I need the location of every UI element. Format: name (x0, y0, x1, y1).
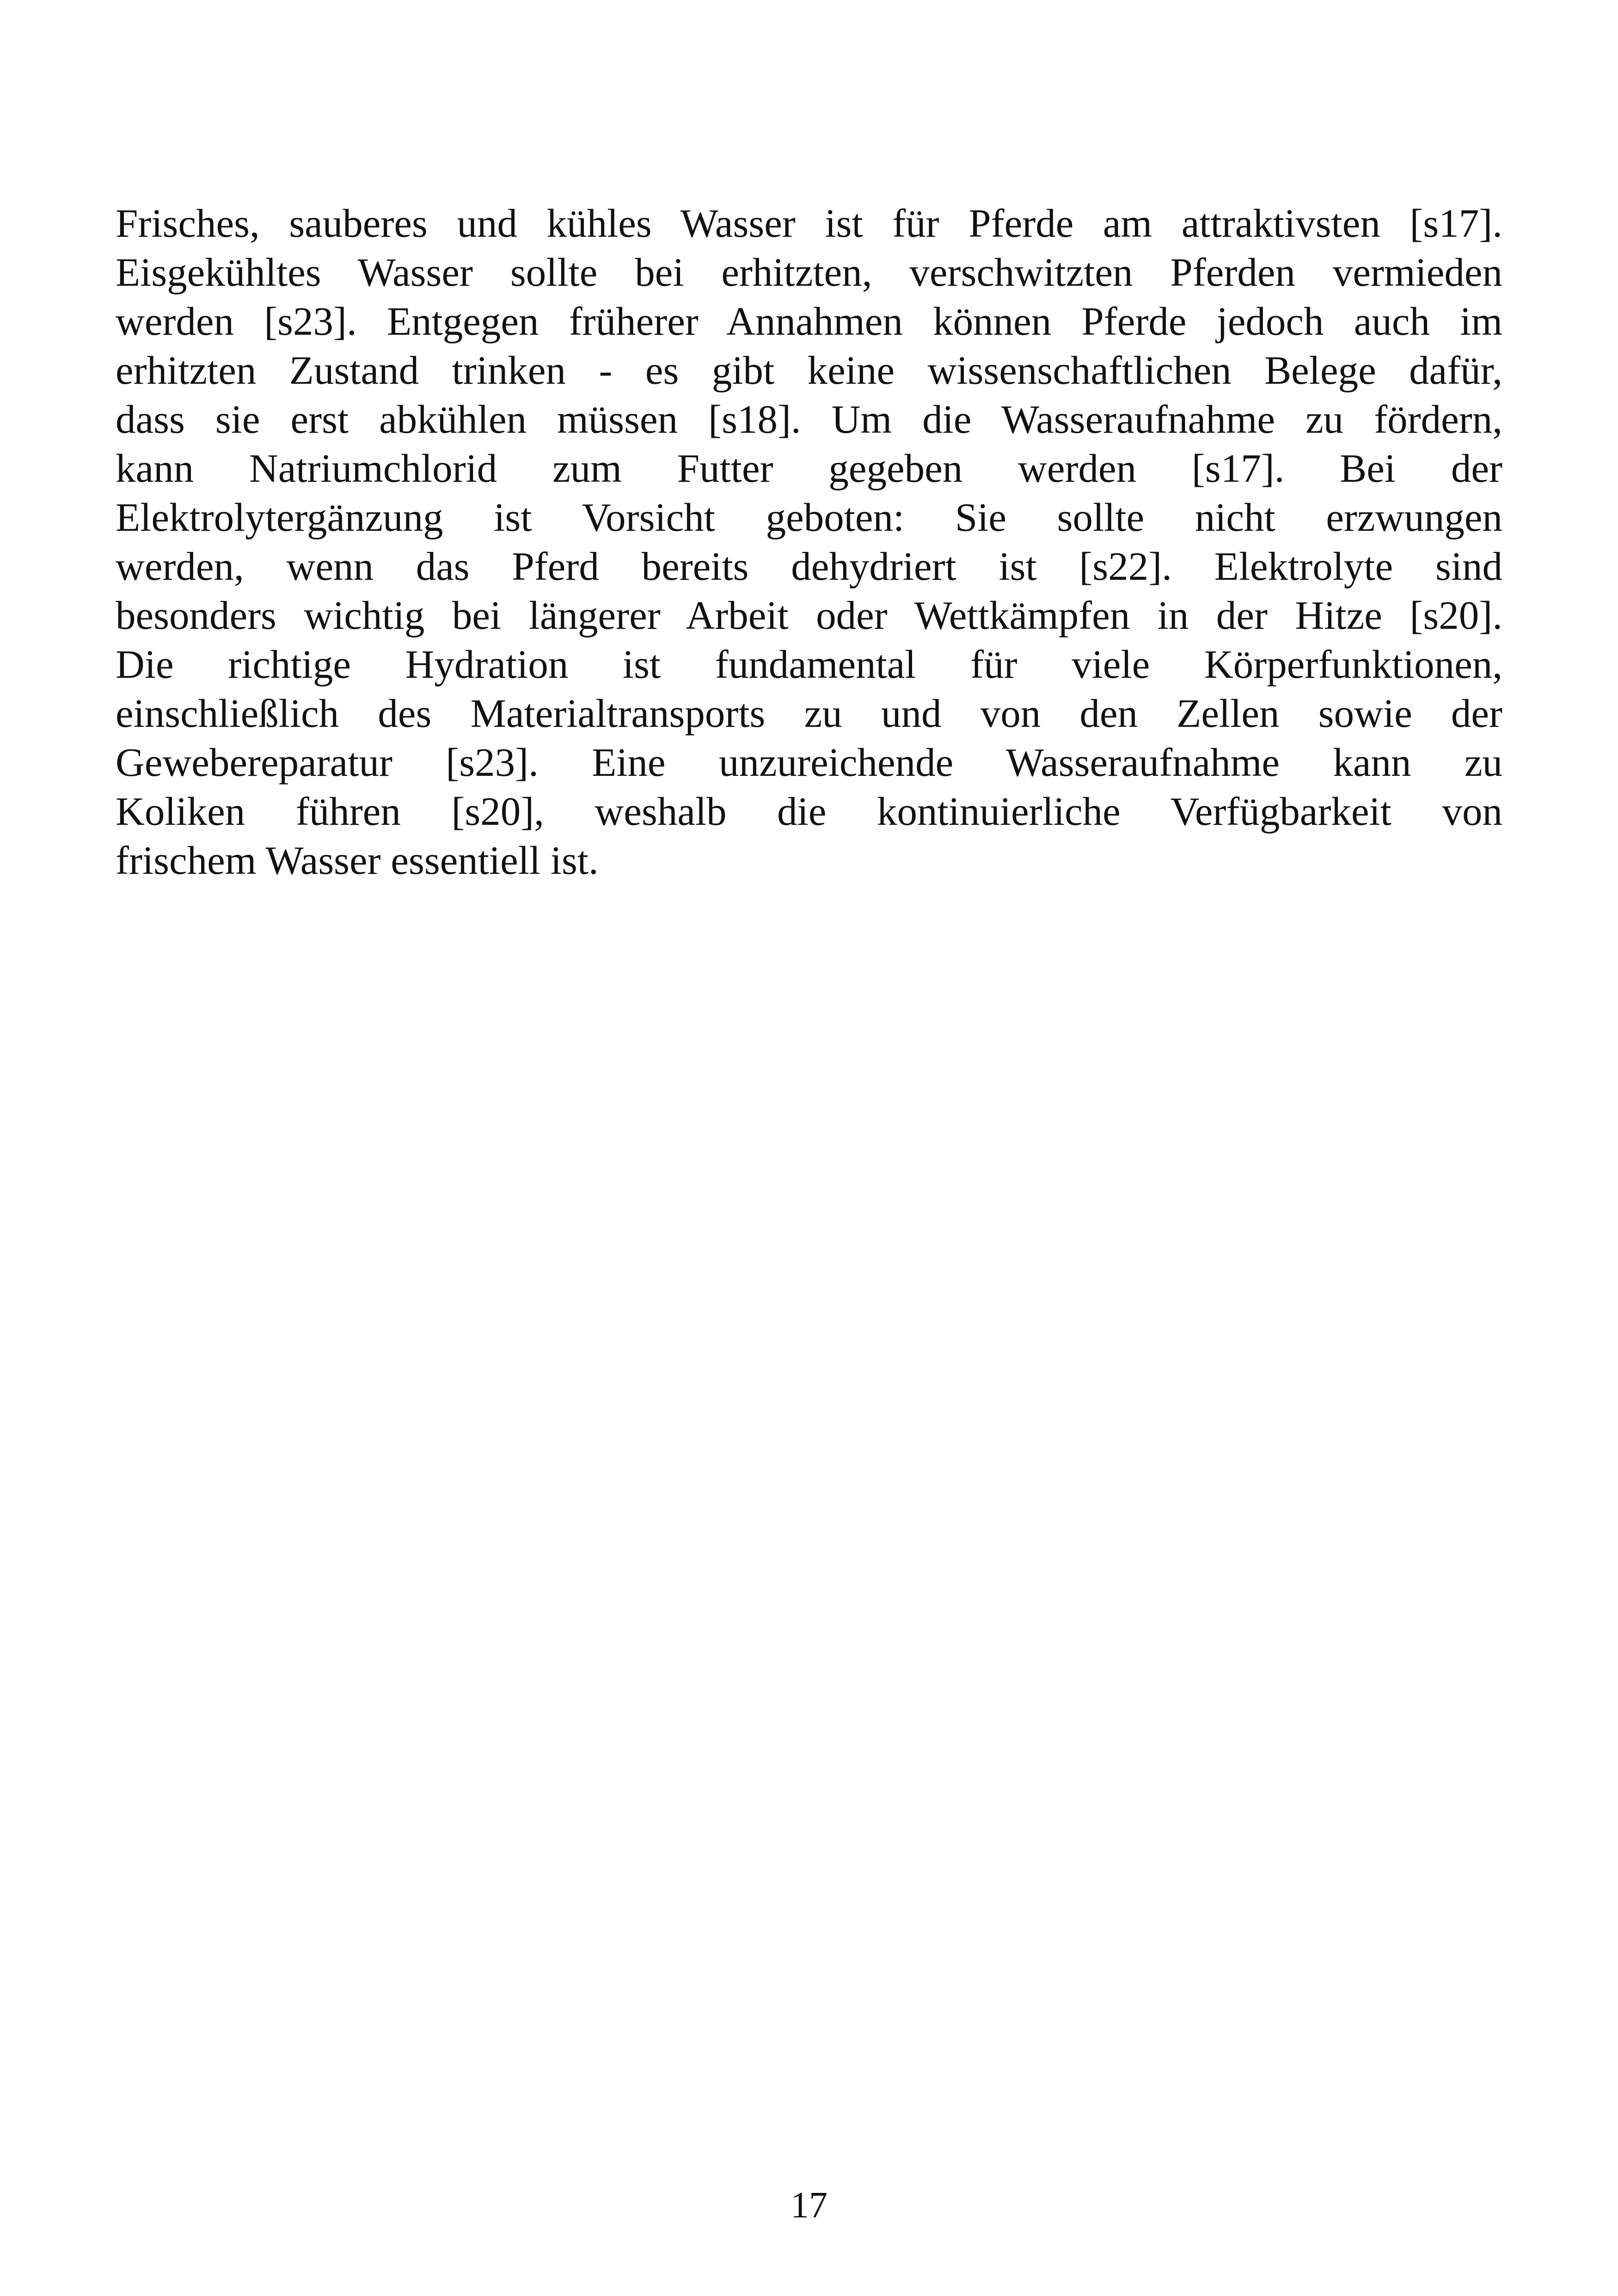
paragraph-line: besonders wichtig bei längerer Arbeit oder Wettkämpfen in der Hitze [s20]. (116, 593, 1502, 638)
paragraph-line: werden [s23]. Entgegen früherer Annahmen können Pferde jedoch auch im (116, 299, 1502, 344)
paragraph-line: Koliken führen [s20], weshalb die kontinuierliche Verfügbarkeit von (116, 789, 1502, 834)
paragraph-line: Eisgekühltes Wasser sollte bei erhitzten, verschwitzten Pferden vermieden (116, 250, 1502, 295)
paragraph-line: kann Natriumchlorid zum Futter gegeben werden [s17]. Bei der (116, 446, 1502, 491)
paragraph-line: Gewebereparatur [s23]. Eine unzureichende Wasseraufnahme kann zu (116, 740, 1502, 785)
paragraph-line: einschließlich des Materialtransports zu und von den Zellen sowie der (116, 691, 1502, 736)
paragraph-line: Elektrolytergänzung ist Vorsicht geboten: Sie sollte nicht erzwungen (116, 495, 1502, 540)
paragraph-line: erhitzten Zustand trinken - es gibt keine wissenschaftlichen Belege dafür, (116, 348, 1502, 393)
paragraph-line: dass sie erst abkühlen müssen [s18]. Um die Wasseraufnahme zu fördern, (116, 397, 1502, 442)
paragraph-line: frischem Wasser essentiell ist. (116, 838, 599, 883)
paragraph-line: werden, wenn das Pferd bereits dehydriert ist [s22]. Elektrolyte sind (116, 544, 1502, 589)
body-paragraph (116, 199, 1502, 885)
paragraph-line: Frisches, sauberes und kühles Wasser ist für Pferde am attraktivsten [s17]. (116, 201, 1502, 246)
page-number: 17 (791, 2185, 827, 2226)
paragraph-line: Die richtige Hydration ist fundamental für viele Körperfunktionen, (116, 642, 1502, 687)
